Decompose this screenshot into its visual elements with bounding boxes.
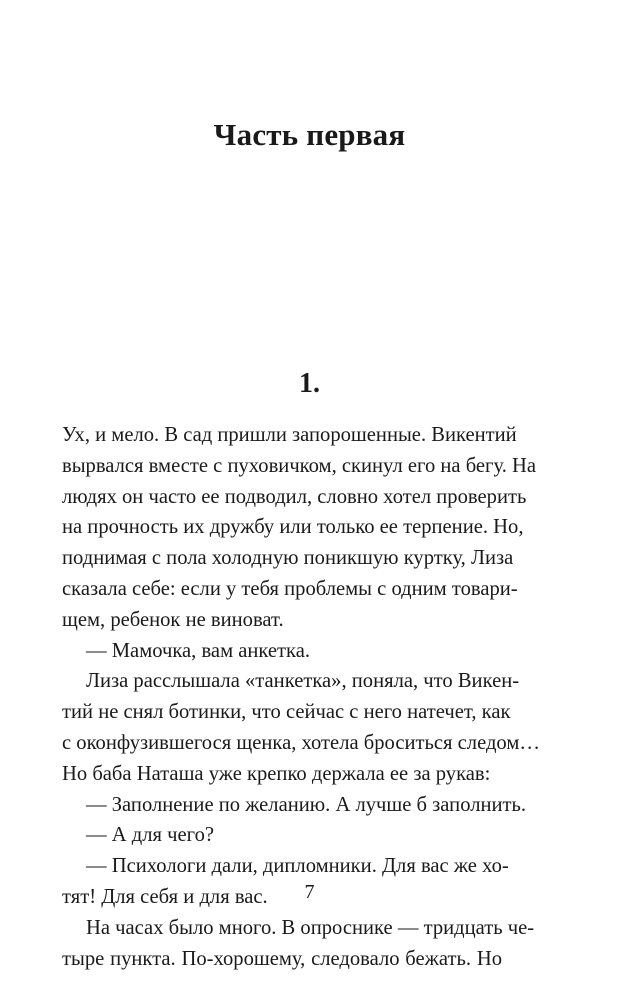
text-line: Но баба Наташа уже крепко держала ее за рукав: [62, 762, 491, 785]
text-line: Ух, и мело. В сад пришли запорошенные. Викентий [62, 424, 517, 446]
text-line: щем, ребенок не виноват. [62, 608, 284, 631]
text-line: На часах было много. В опроснике — тридцать че- [86, 916, 535, 939]
text-line: людях он часто ее подводил, словно хотел проверить [62, 485, 527, 508]
text-line: Лиза расслышала «танкетка», поняла, что Викен- [86, 670, 520, 693]
chapter-number: 1. [299, 368, 320, 399]
text-line: тыре пункта. По-хорошему, следовало бежать. Но [62, 947, 502, 970]
text-line: — А для чего? [86, 824, 215, 847]
text-line: поднимая с пола холодную поникшую куртку, Лиза [62, 547, 514, 570]
text-line: — Заполнение по желанию. А лучше б заполнить. [86, 793, 527, 816]
text-line: на прочность их дружбу или только ее терпение. Но, [62, 516, 524, 539]
part-title: Часть первая [213, 117, 406, 152]
text-line: — Мамочка, вам анкетка. [86, 639, 311, 662]
text-line: тят! Для себя и для вас. [62, 885, 268, 908]
text-line: вырвался вместе с пуховичком, скинул его на бегу. На [62, 454, 537, 477]
page-number: 7 [304, 881, 315, 903]
text-line: — Психологи дали, дипломники. Для вас же хо- [86, 855, 509, 878]
text-line: тий не снял ботинки, что сейчас с него натечет, как [62, 701, 511, 724]
text-line: с оконфузившегося щенка, хотела броситься следом… [62, 731, 540, 754]
text-line: сказала себе: если у тебя проблемы с одним товари- [62, 577, 518, 600]
